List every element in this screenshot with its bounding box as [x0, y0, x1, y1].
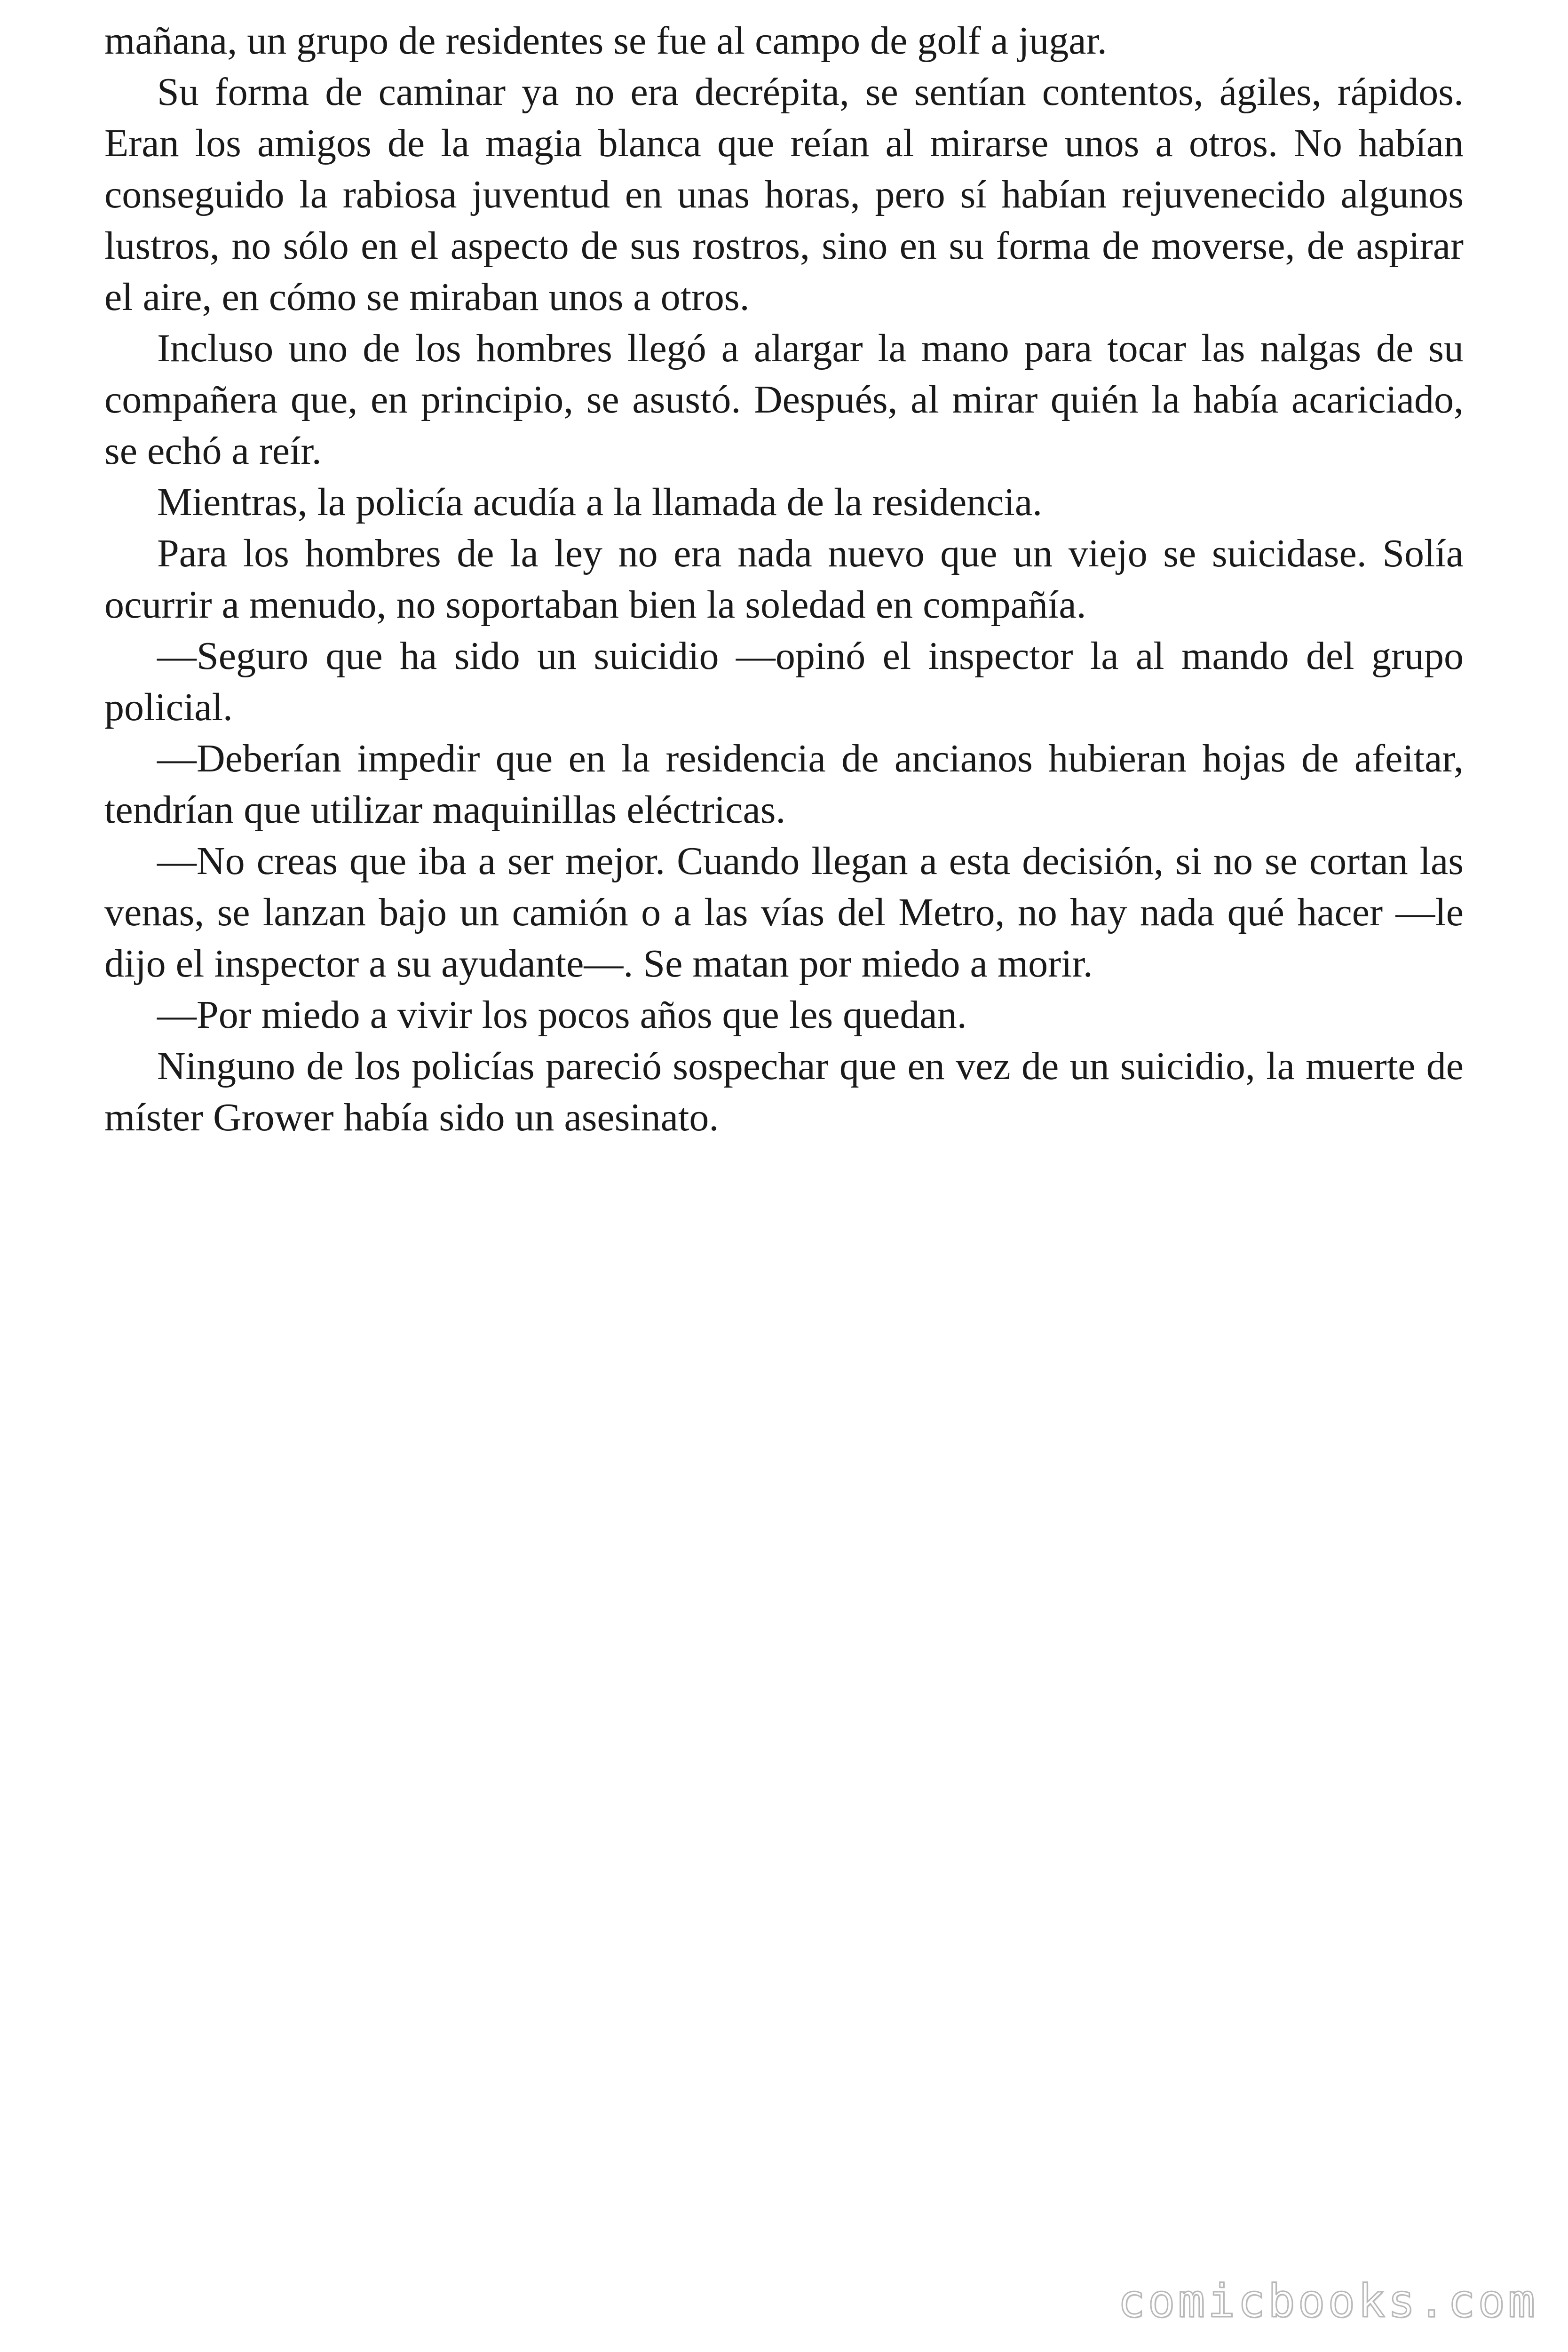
- paragraph: Para los hombres de la ley no era nada nuevo que un viejo se suicidase. Solía ocurrir a menudo, no soportaban bien la soledad en compañía.: [104, 532, 1464, 627]
- paragraph: Su forma de caminar ya no era decrépita, se sentían contentos, ágiles, rápidos. Eran los amigos de la magia blanca que reían al mirarse unos a otros. No habían conseguido la rabiosa juventud en unas horas, pero sí habían rejuvenecido algunos lustros, no sólo en el aspecto de sus rostros, sino en su forma de moverse, de aspirar el aire, en cómo se miraban unos a otros.: [104, 70, 1464, 319]
- body-text: [104, 15, 1464, 1143]
- paragraph: Incluso uno de los hombres llegó a alargar la mano para tocar las nalgas de su compañera que, en principio, se asustó. Después, al mirar quién la había acariciado, se echó a reír.: [104, 326, 1464, 473]
- dialogue-paragraph: —Por miedo a vivir los pocos años que les quedan.: [157, 993, 967, 1037]
- paragraph: Ninguno de los policías pareció sospechar que en vez de un suicidio, la muerte de míster Grower había sido un asesinato.: [104, 1044, 1464, 1139]
- watermark-logo: comicbooks.com: [1117, 2275, 1538, 2328]
- dialogue-paragraph: —Deberían impedir que en la residencia de ancianos hubieran hojas de afeitar, tendrían que utilizar maquinillas eléctricas.: [104, 737, 1464, 832]
- dialogue-paragraph: —No creas que iba a ser mejor. Cuando llegan a esta decisión, si no se cortan las venas, se lanzan bajo un camión o a las vías del Metro, no hay nada qué hacer —le dijo el inspector a su ayudante—. Se matan por miedo a morir.: [104, 839, 1464, 985]
- paragraph-continued: mañana, un grupo de residentes se fue al campo de golf a jugar.: [104, 19, 1107, 63]
- dialogue-paragraph: —Seguro que ha sido un suicidio —opinó el inspector la al mando del grupo policial.: [104, 634, 1464, 729]
- paragraph: Mientras, la policía acudía a la llamada de la residencia.: [157, 480, 1043, 524]
